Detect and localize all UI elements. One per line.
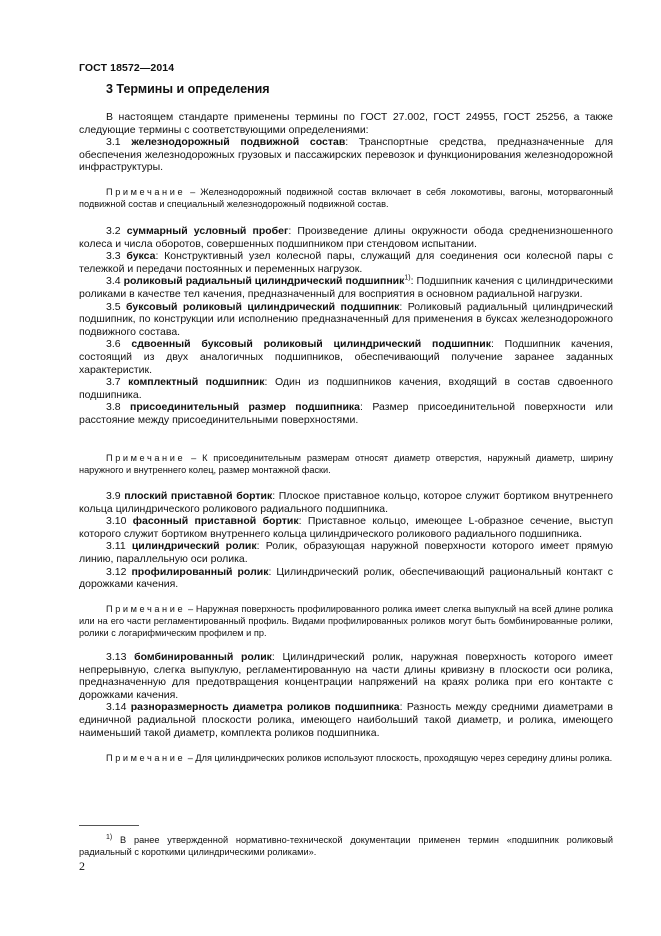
note-4: Примечание – Для цилиндрических роликов используют плоскость, проходящую через середину длины ролика. [106,753,613,763]
term-3-10: 3.10 фасонный приставной бортик: Приставное кольцо, имеющее L-образное сечение, выступ которого служит бортиком внутреннего кольца цилиндрического роликового радиального подшипника. [79,515,614,540]
text-block-3 [79,490,613,591]
term-3-8: 3.8 присоединительный размер подшипника: Размер присоединительной поверхности или расстояние между присоединительными поверхностями. [79,401,613,426]
text-block-2 [79,225,613,427]
text-block-1 [79,111,613,174]
standard-header: ГОСТ 18572—2014 [79,62,175,74]
term-3-3: 3.3 букса: Конструктивный узел колесной пары, служащий для соединения оси колесной пары с тележкой и передачи постоянных и переменных нагрузок. [79,250,613,275]
section-title: 3 Термины и определения [106,82,270,96]
note-label: Примечание [106,187,186,197]
term-3-7: 3.7 комплектный подшипник: Один из подшипников качения, входящий в состав сдвоенного подшипника. [79,376,614,401]
term-3-13: 3.13 бомбинированный ролик: Цилиндрический ролик, наружная поверхность которого имеет непрерывную, слегка выпуклую, регламентированную на части длины кривизну в плоскости оси ролика, предназначенную для предотвращения концентрации напряжений на краях ролика при его контакте с дорожками качения. [79,651,613,701]
footnote: $^{1)}$ В ранее утвержденной нормативно-технической документации применен термин «подшипник роликовый радиальный с короткими цилиндрическими роликами». [79,833,613,857]
term-3-9: 3.9 плоский приставной бортик: Плоское приставное кольцо, которое служит бортиком внутреннего кольца цилиндрического роликового радиального подшипника. [79,490,614,515]
term-3-12: 3.12 профилированный ролик: Цилиндрический ролик, обеспечивающий рациональный контакт с дорожками качения. [79,565,614,591]
note-2: Примечание – К присоединительным размерам относят диаметр отверстия, наружный диаметр, ширину наружного и внутреннего колец, размер монтажной фаски. [79,453,613,475]
term-3-5: 3.5 буксовый роликовый цилиндрический подшипник: Роликовый радиальный цилиндрический подшипник, по конструкции или исполнению предназначенный для применения в буксах железнодорожного подвижного состава. [79,300,613,338]
page-number: 2 [79,859,85,873]
term-3-1: 3.1 железнодорожный подвижной состав: Транспортные средства, предназначенные для обеспечения железнодорожных грузовых и пассажирских перевозок и функционирования железнодорожной инфраструктуры. [79,136,614,174]
term-3-6: 3.6 сдвоенный буксовый роликовый цилиндрический подшипник: Подшипник качения, состоящий из двух аналогичных подшипников, обеспечивающий получение заранее заданных характеристик. [79,338,614,376]
term-3-11: 3.11 цилиндрический ролик: Ролик, образующая наружной поверхности которого имеет прямую линию, параллельную оси ролика. [79,540,613,565]
term-3-4: 3.4 роликовый радиальный цилиндрический подшипник$^{1)}$: Подшипник качения с цилиндрическими роликами в качестве тел качения, предназначенный для восприятия в основном радиальной нагрузки. [79,274,613,300]
footnote-ref: 1) [404,274,411,282]
intro-paragraph: В настоящем стандарте применены термины по ГОСТ 27.002, ГОСТ 24955, ГОСТ 25256, а также следующие термины с соответствующими определениями: [79,111,613,136]
footnote-mark: 1) [106,833,113,841]
term-3-2: 3.2 суммарный условный пробег: Произведение длины окружности обода средненизношенного колеса и числа оборотов, совершенных подшипником при стендовом испытании. [79,225,614,250]
note-label: Примечание [106,453,186,463]
note-label: Примечание [106,604,186,614]
note-label: Примечание [106,753,186,763]
note-3: Примечание – Наружная поверхность профилированного ролика имеет слегка выпуклый на всей длине ролика или на его части регламентированный профиль. Видами профилированных роликов могут быть бомбинированные ролики, ролики с логарифмическим профилем и пр. [79,604,613,638]
term-3-14: 3.14 разноразмерность диаметра роликов подшипника: Разность между средними диаметрами в единичной радиальной плоскости ролика, имеющего наибольший такой диаметр, и ролика, имеющего наименьший такой диаметр, комплекта роликов подшипника. [79,701,614,739]
text-block-4 [79,651,613,739]
note-1: Примечание – Железнодорожный подвижной состав включает в себя локомотивы, вагоны, моторвагонный подвижной состав и специальный железнодорожный подвижной состав. [79,187,613,209]
footnote-separator [79,825,139,826]
